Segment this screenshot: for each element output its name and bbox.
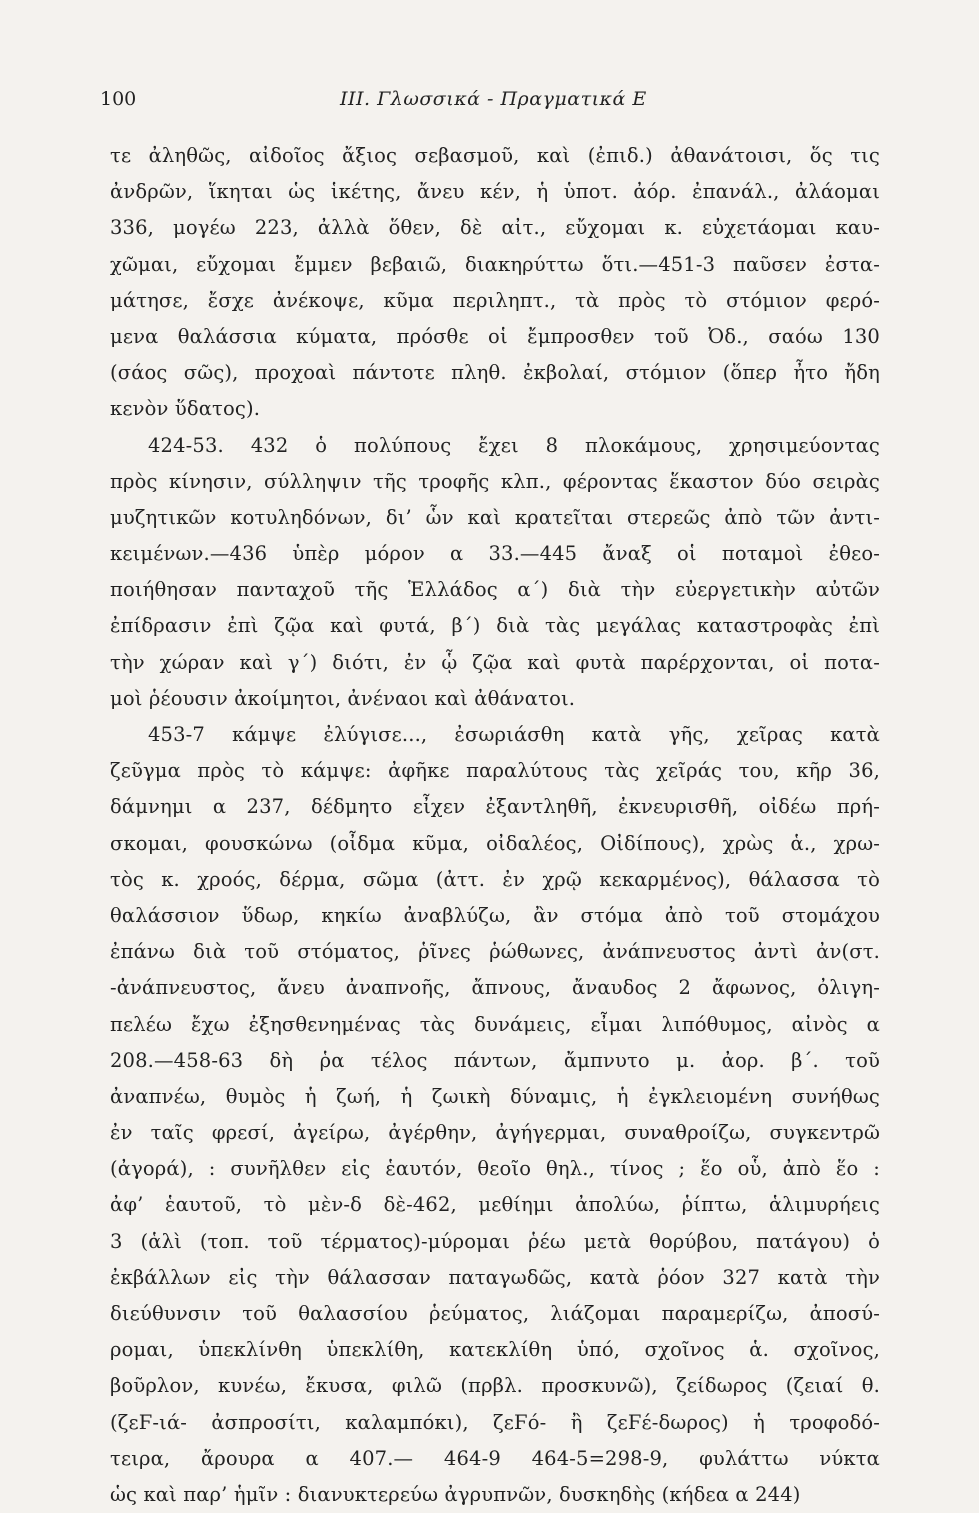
text-line: τὸς κ. χροός, δέρμα, σῶμα (ἀττ. ἐν χρῷ κεκαρμένος), θάλασσα τὸ — [110, 867, 880, 891]
text-line: ἐπάνω διὰ τοῦ στόματος, ῥῖνες ῥώθωνες, ἀνάπνευστος ἀντὶ ἀν(στ. — [110, 940, 880, 964]
text-line: 336, μογέω 223, ἀλλὰ ὅθεν, δὲ αἰτ., εὔχομαι κ. εὐχετάομαι καυ- — [110, 216, 880, 240]
text-line: βοῦρλον, κυνέω, ἔκυσα, φιλῶ (πρβλ. προσκυνῶ), ζείδωρος (ζειαί θ. — [110, 1374, 880, 1398]
text-line: ρομαι, ὑπεκλίνθη ὑπεκλίθη, κατεκλίθη ὑπό, σχοῖνος ἁ. σχοῖνος, — [110, 1338, 880, 1362]
text-line: χῶμαι, εὔχομαι ἔμμεν βεβαιῶ, διακηρύττω ὅτι.—451-3 παῦσεν ἐστα- — [110, 252, 880, 276]
text-line: (ζεϜ-ιά- ἀσπροσίτι, καλαμπόκι), ζεϜό- ἢ ζεϜέ-δωρος) ἡ τροφοδό- — [110, 1410, 880, 1434]
text-line: ἀνδρῶν, ἵκηται ὡς ἱκέτης, ἄνευ κέν, ἡ ὑποτ. ἀόρ. ἐπανάλ., ἀλάομαι — [110, 180, 880, 204]
text-line: πελέω ἔχω ἐξησθενημένας τὰς δυνάμεις, εἶμαι λιπόθυμος, αἰνὸς α — [110, 1012, 880, 1036]
text-line: τειρα, ἄρουρα α 407.— 464-9 464-5=298-9, φυλάττω νύκτα — [110, 1446, 880, 1470]
text-line: 424-53. 432 ὁ πολύπους ἔχει 8 πλοκάμους, χρησιμεύοντας — [148, 433, 880, 457]
text-line: ἀναπνέω, θυμὸς ἡ ζωή, ἡ ζωικὴ δύναμις, ἡ ἐγκλειομένη συνήθως — [110, 1084, 880, 1108]
text-line: μενα θαλάσσια κύματα, πρόσθε οἱ ἔμπροσθεν τοῦ Ὀδ., σαόω 130 — [110, 324, 880, 348]
text-line: μοὶ ῥέουσιν ἀκοίμητοι, ἀνέναοι καὶ ἀθάνατοι. — [110, 686, 576, 710]
text-line: κενὸν ὕδατος). — [110, 397, 261, 421]
text-line: ἀφ’ ἑαυτοῦ, τὸ μὲν-δ δὲ-462, μεθίημι ἀπολύω, ῥίπτω, ἁλιμυρήεις — [110, 1193, 880, 1217]
text-line: ἐπίδρασιν ἐπὶ ζῷα καὶ φυτά, β΄) διὰ τὰς μεγάλας καταστροφὰς ἐπὶ — [110, 614, 880, 638]
text-line: θαλάσσιον ὕδωρ, κηκίω ἀναβλύζω, ἂν στόμα ἀπὸ τοῦ στομάχου — [110, 903, 880, 927]
text-line: 3 (ἁλὶ (τοπ. τοῦ τέρματος)-μύρομαι ῥέω μετὰ θορύβου, πατάγου) ὁ — [110, 1229, 880, 1253]
running-head: III. Γλωσσικά - Πραγματικά Ε — [340, 88, 647, 110]
page-number: 100 — [100, 88, 137, 110]
text-line: τε ἀληθῶς, αἰδοῖος ἄξιος σεβασμοῦ, καὶ (ἐπιδ.) ἀθανάτοισι, ὅς τις — [110, 144, 880, 167]
text-line: ὡς καὶ παρ’ ἡμῖν : διανυκτερεύω ἀγρυπνῶν, δυσκηδὴς (κήδεα α 244) — [110, 1482, 801, 1506]
text-line: μάτησε, ἔσχε ἀνέκοψε, κῦμα περιληπτ., τὰ πρὸς τὸ στόμιον φερό- — [110, 288, 880, 312]
page-header — [100, 88, 849, 124]
text-line: σκομαι, φουσκώνω (οἶδμα κῦμα, οἰδαλέος, Οἰδίπους), χρὼς ἁ., χρω- — [110, 831, 880, 855]
text-line: διεύθυνσιν τοῦ θαλασσίου ῥεύματος, λιάζομαι παραμερίζω, ἀποσύ- — [110, 1302, 880, 1325]
text-line: ἐκβάλλων εἰς τὴν θάλασσαν παταγωδῶς, κατὰ ῥόον 327 κατὰ τὴν — [110, 1265, 880, 1289]
text-line: ἐν ταῖς φρεσί, ἀγείρω, ἀγέρθην, ἀγήγερμαι, συναθροίζω, συγκεντρῶ — [110, 1121, 880, 1145]
text-line: 453-7 κάμψε ἐλύγισε..., ἐσωριάσθη κατὰ γῆς, χεῖρας κατὰ — [148, 723, 880, 746]
text-line: ποιήθησαν πανταχοῦ τῆς Ἑλλάδος α΄) διὰ τὴν εὐεργετικὴν αὐτῶν — [110, 578, 880, 602]
text-line: δάμνημι α 237, δέδμητο εἶχεν ἐξαντληθῆ, ἐκνευρισθῆ, οἰδέω πρή- — [110, 795, 880, 819]
text-line: ζεῦγμα πρὸς τὸ κάμψε: ἀφῆκε παραλύτους τὰς χεῖράς του, κῆρ 36, — [110, 759, 880, 783]
text-line: (ἀγορά), : συνῆλθεν εἰς ἑαυτόν, θεοῖο θηλ., τίνος ; ἕο οὗ, ἀπὸ ἕο : — [110, 1157, 880, 1181]
text-line: τὴν χώραν καὶ γ΄) διότι, ἐν ᾧ ζῷα καὶ φυτὰ παρέρχονται, οἱ ποτα- — [110, 650, 880, 674]
text-line: μυζητικῶν κοτυληδόνων, δι’ ὧν καὶ κρατεῖται στερεῶς ἀπὸ τῶν ἀντι- — [110, 505, 880, 529]
body-text — [110, 138, 880, 1513]
text-line: πρὸς κίνησιν, σύλληψιν τῆς τροφῆς κλπ., φέροντας ἕκαστον δύο σειρὰς — [110, 469, 880, 493]
text-line: κειμένων.—436 ὑπὲρ μόρον α 33.—445 ἄναξ οἱ ποταμοὶ ἐθεο- — [110, 542, 880, 566]
text-line: 208.—458-63 δὴ ῥα τέλος πάντων, ἄμπνυτο μ. ἀορ. β΄. τοῦ — [110, 1048, 880, 1072]
text-line: (σάος σῶς), προχοαὶ πάντοτε πληθ. ἐκβολαί, στόμιον (ὅπερ ἦτο ἤδη — [110, 361, 880, 385]
text-line: -ἀνάπνευστος, ἄνευ ἀναπνοῆς, ἄπνους, ἄναυδος 2 ἄφωνος, ὀλιγη- — [110, 976, 880, 1000]
